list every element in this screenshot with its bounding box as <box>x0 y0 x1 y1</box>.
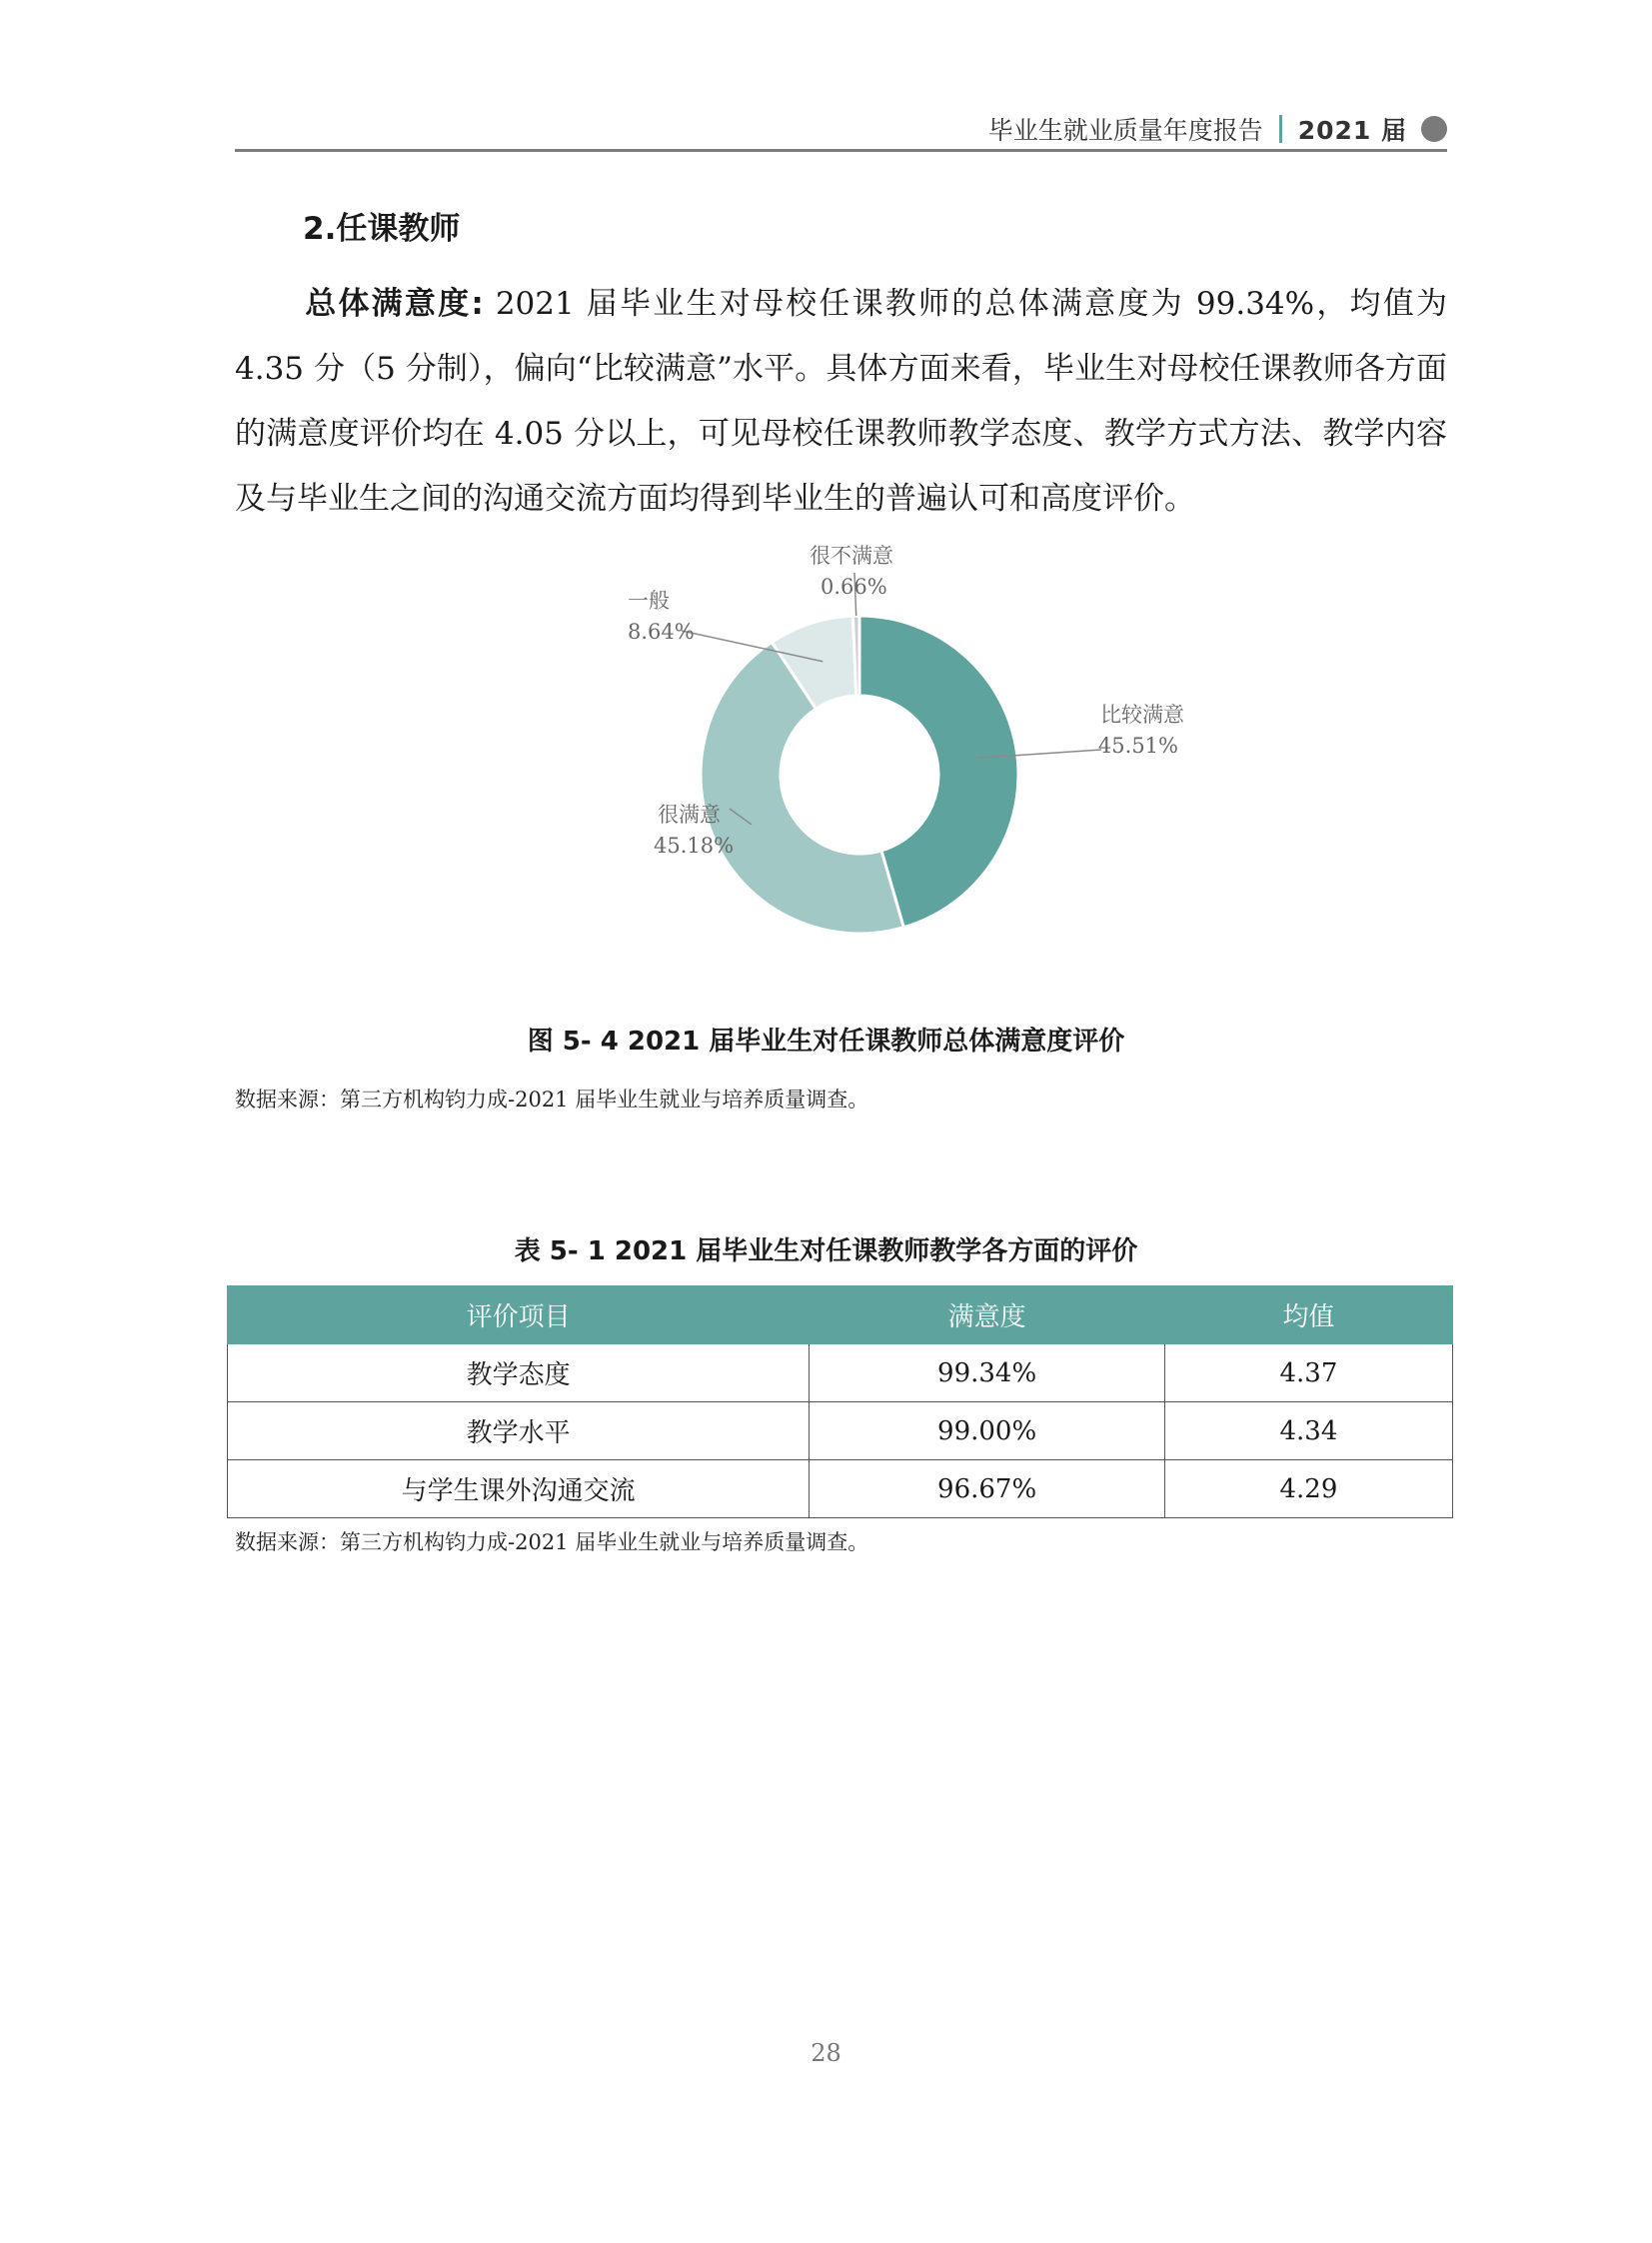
table-cell: 教学水平 <box>228 1402 810 1460</box>
header-year: 2021 届 <box>1297 116 1407 145</box>
chart-slices <box>701 616 1018 934</box>
table-cell: 4.34 <box>1164 1402 1452 1460</box>
table-header-row <box>228 1286 1453 1344</box>
evaluation-table <box>227 1285 1453 1518</box>
paragraph-lead: 总体满意度: <box>303 286 484 322</box>
body-paragraph <box>235 272 1447 532</box>
slice-label-1: 很满意 <box>658 803 721 827</box>
table-row <box>228 1402 1453 1460</box>
page-header <box>235 105 1447 152</box>
slice-value-label-3: 0.66% <box>821 575 887 599</box>
slice-label-2: 一般 <box>628 589 670 613</box>
table-source-note: 数据来源：第三方机构钧力成-2021 届毕业生就业与培养质量调查。 <box>235 1530 869 1554</box>
table-row <box>228 1460 1453 1518</box>
header-dot-icon <box>1421 116 1447 142</box>
slice-label-3: 很不满意 <box>810 545 893 568</box>
table-caption: 表 5- 1 2021 届毕业生对任课教师教学各方面的评价 <box>514 1236 1138 1266</box>
section-title: 2.任课教师 <box>303 211 461 247</box>
table-cell: 4.29 <box>1164 1460 1452 1518</box>
slice-value-label-2: 8.64% <box>628 620 695 644</box>
slice-value-label-0: 45.51% <box>1097 734 1178 758</box>
table-cell: 99.00% <box>810 1402 1165 1460</box>
donut-chart <box>580 545 1239 945</box>
slice-label-0: 比较满意 <box>1100 703 1184 727</box>
slice-value-label-1: 45.18% <box>654 834 735 858</box>
figure-source-note: 数据来源：第三方机构钧力成-2021 届毕业生就业与培养质量调查。 <box>235 1088 869 1112</box>
column-header-item: 评价项目 <box>228 1286 810 1344</box>
table-cell: 与学生课外沟通交流 <box>228 1460 810 1518</box>
table-row <box>228 1344 1453 1402</box>
table-cell: 教学态度 <box>228 1344 810 1402</box>
column-header-satisfaction: 满意度 <box>810 1286 1165 1344</box>
table-cell: 96.67% <box>810 1460 1165 1518</box>
page-number: 28 <box>811 2039 841 2067</box>
paragraph-body: 2021 届毕业生对母校任课教师的总体满意度为 99.34%，均值为 4.35 分（5 分制），偏向“比较满意”水平。具体方面来看，毕业生对母校任课教师各方面的满意度评价均在 4.05 分以上，可见母校任课教师教学态度、教学方式方法、教学内容及与毕业生之间的沟通交流方面均得到毕业生的普遍认可和高度评价。 <box>235 286 1447 517</box>
header-separator <box>1279 115 1282 143</box>
header-inner <box>988 111 1447 147</box>
column-header-mean: 均值 <box>1164 1286 1452 1344</box>
table-cell: 99.34% <box>810 1344 1165 1402</box>
header-title: 毕业生就业质量年度报告 <box>987 116 1263 145</box>
figure-caption: 图 5- 4 2021 届毕业生对任课教师总体满意度评价 <box>527 1027 1125 1057</box>
table-cell: 4.37 <box>1164 1344 1452 1402</box>
